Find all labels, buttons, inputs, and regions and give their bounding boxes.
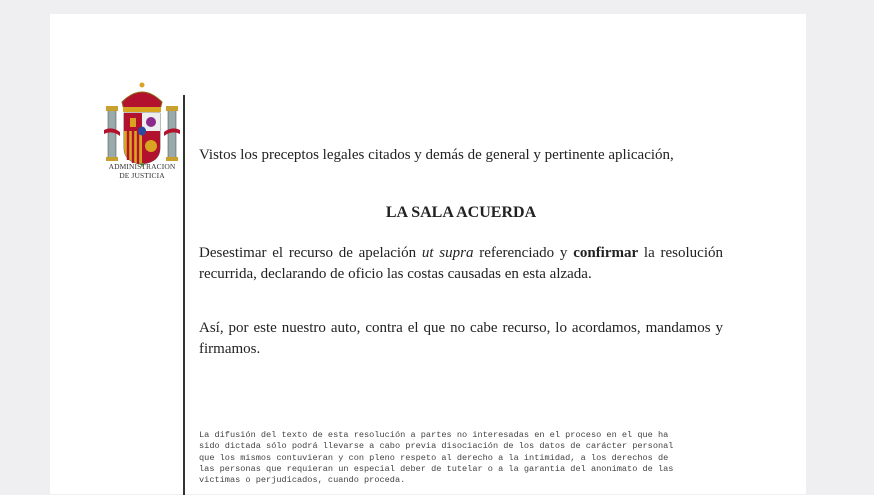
confirm-keyword: confirmar: [573, 245, 639, 261]
decision-paragraph: Desestimar el recurso de apelación ut supra referenciado y confirmar la resolución recurrida, declarando de oficio las costas causadas en esta alzada.: [199, 245, 723, 282]
document-page: [50, 14, 806, 494]
closing-paragraph: Así, por este nuestro auto, contra el que no cabe recurso, lo acordamos, mandamos y firmamos.: [199, 320, 723, 357]
spain-coat-of-arms-icon: [102, 80, 182, 200]
privacy-notice: La difusión del texto de esta resolución a partes no interesadas en el proceso en el que ha sido dictada sólo podrá llevarse a cabo previa disociación de los datos de carácter personal que los mismos contuvieran y con pleno respeto al derecho a la intimidad, a los derechos de las personas que requieran un especial deber de tutelar o a la garantia del anonimato de las victimas o perjudicados, cuando proceda.: [199, 430, 674, 486]
margin-rule: [183, 95, 185, 495]
decision-heading: LA SALA ACUERDA: [385, 204, 537, 221]
logo-label: ADMINISTRACION DE JUSTICIA: [108, 162, 176, 180]
latin-phrase: ut supra: [421, 245, 474, 261]
intro-paragraph: Vistos los preceptos legales citados y demás de general y pertinente aplicación,: [199, 147, 674, 163]
